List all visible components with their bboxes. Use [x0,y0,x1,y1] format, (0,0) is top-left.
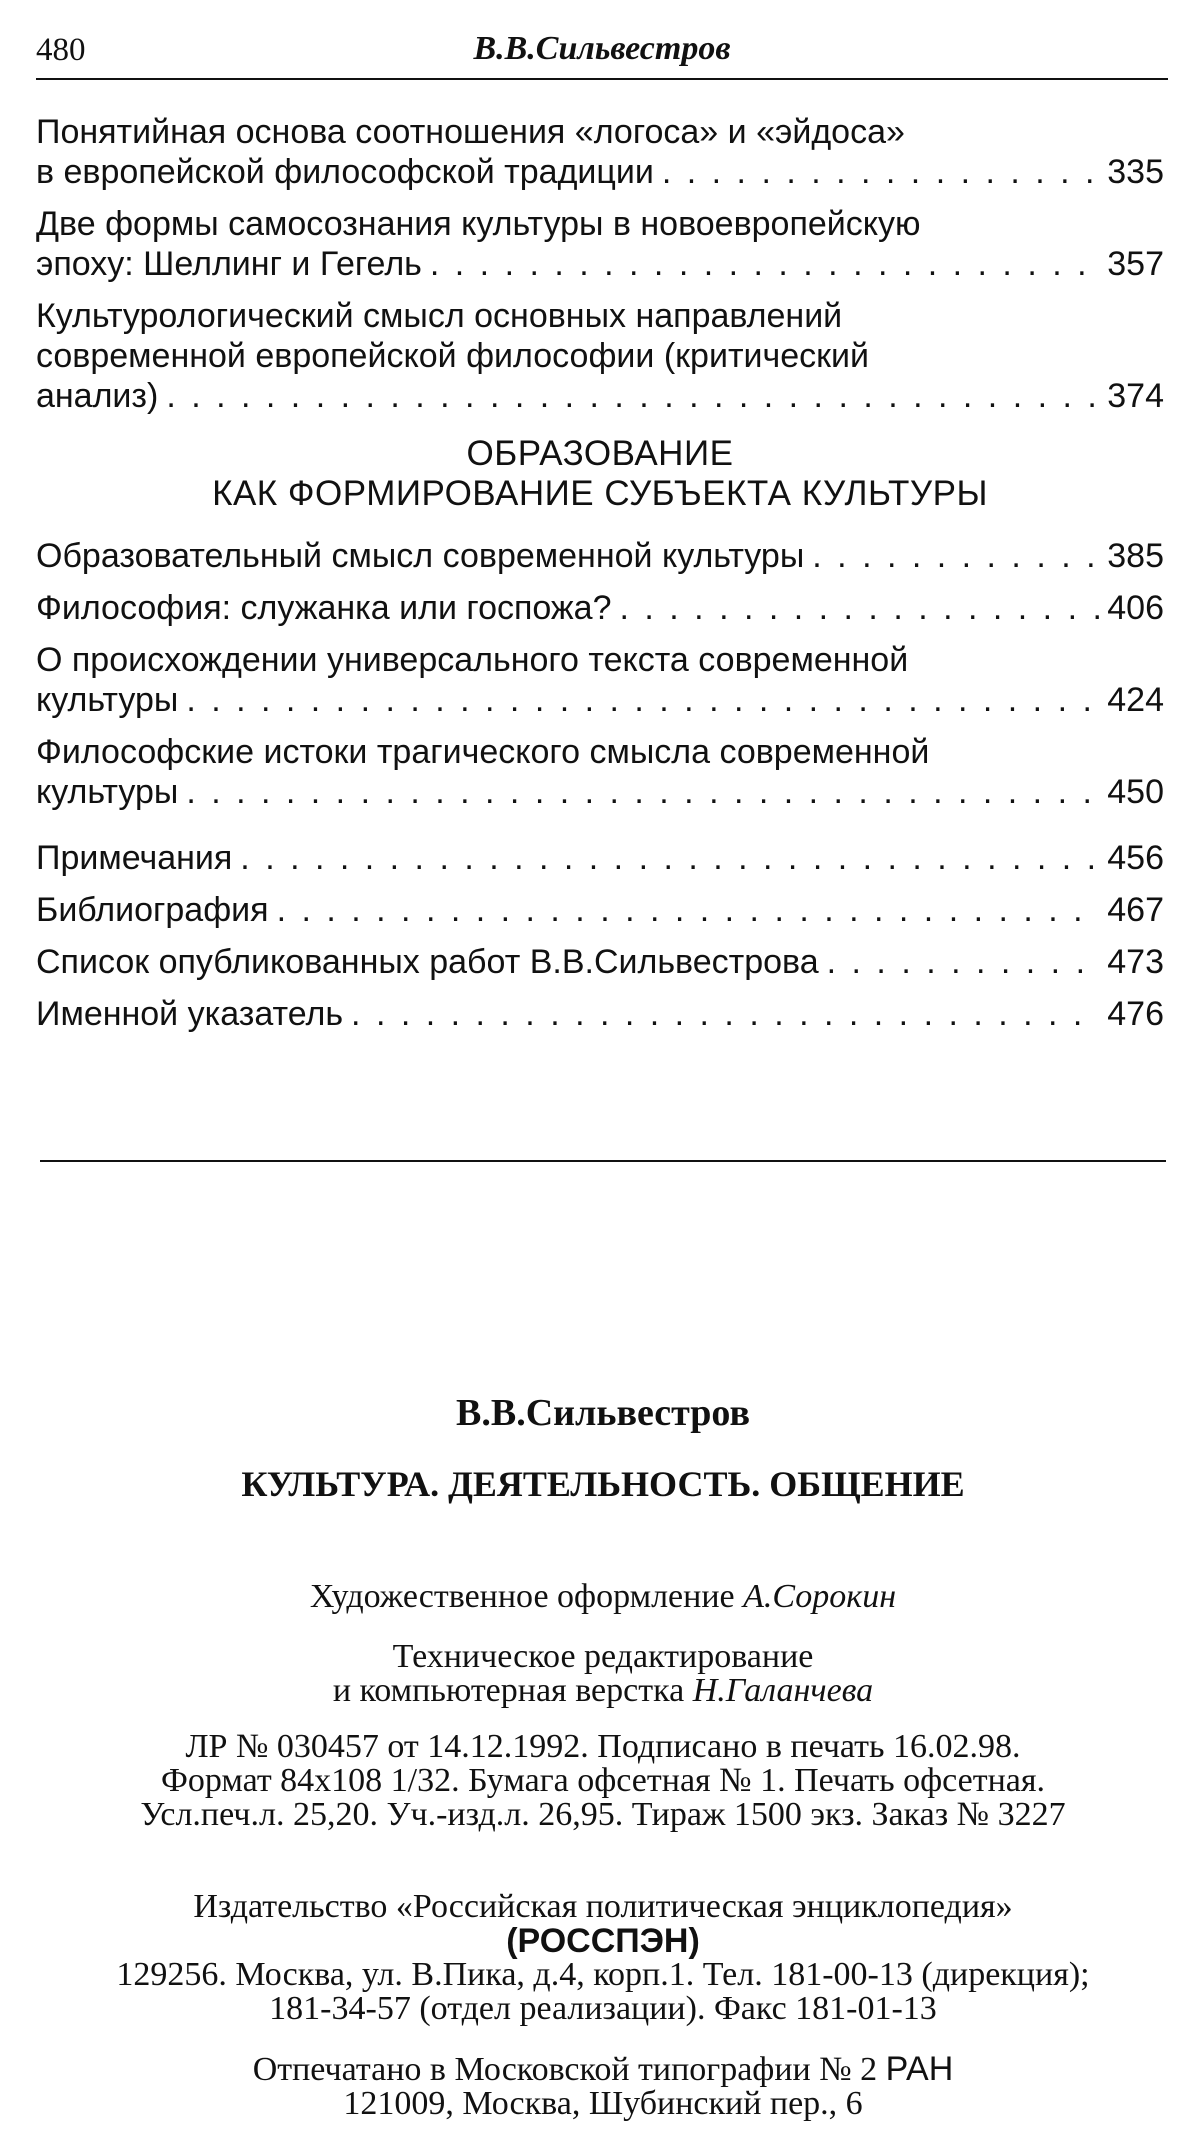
dot-leader [351,994,1099,1034]
toc-entry [36,112,1164,192]
dot-leader [186,772,1099,812]
toc-entry [36,942,1164,982]
running-title: В.В.Сильвестров [473,30,731,67]
imprint [40,1390,1166,2121]
toc-entry-last-line [36,152,1164,192]
section-heading-line-2: КАК ФОРМИРОВАНИЕ СУБЪЕКТА КУЛЬТУРЫ [212,474,988,513]
toc-entry-title-line: Примечания [36,839,233,877]
toc-entry [36,994,1164,1034]
toc-page-number: 473 [1107,943,1164,981]
toc-page-number: 424 [1107,681,1164,719]
toc-entry-title-line: Философия: служанка или госпожа? [36,589,612,627]
toc-entry-last-line [36,244,1164,284]
dot-leader [166,376,1099,416]
toc-entry-title-line: Две формы самосознания культуры в новоевропейскую [36,205,921,243]
toc-entry [36,732,1164,812]
dot-leader [662,152,1099,192]
address-line-2: 181-34-57 (отдел реализации). Факс 181-01-13 [269,1990,937,2027]
toc-entry-title-line: Философские истоки трагического смысла современной [36,733,930,771]
toc-group-3 [36,838,1164,1034]
format-line: Формат 84x108 1/32. Бумага офсетная № 1. Печать офсетная. [160,1762,1046,1799]
toc-entry-last-line [36,772,1164,812]
design-name: А.Сорокин [743,1578,897,1615]
toc-entry-title-line: современной европейской философии (критический [36,337,869,375]
toc-entry [36,640,1164,720]
printer-line-1 [40,2052,1166,2087]
address-line-1: 129256. Москва, ул. В.Пика, д.4, корп.1. Тел. 181-00-13 (дирекция); [116,1956,1090,1993]
toc-entry-title-line: культуры [36,681,179,719]
design-credit [40,1580,1166,1614]
license-line: ЛР № 030457 от 14.12.1992. Подписано в печать 16.02.98. [185,1728,1021,1765]
toc-entry-last-line [36,536,1164,576]
toc-entry-last-line [36,890,1164,930]
toc-page-number: 335 [1107,153,1164,191]
page-number: 480 [36,32,86,68]
tech-credit-line-2 [40,1674,1166,1708]
toc-entry-last-line [36,588,1164,628]
imprint-book-title: КУЛЬТУРА. ДЕЯТЕЛЬНОСТЬ. ОБЩЕНИЕ [241,1464,965,1504]
toc-entry-last-line [36,942,1164,982]
toc-entry-last-line [36,376,1164,416]
toc-entry-title-line: анализ) [36,377,159,415]
dot-leader [240,838,1099,878]
volume-line: Усл.печ.л. 25,20. Уч.-изд.л. 26,95. Тираж 1500 экз. Заказ № 3227 [140,1796,1066,1833]
printer-block [40,2052,1166,2121]
toc-entry-title-line: Именной указатель [36,995,344,1033]
tech-label-1: Техническое редактирование [392,1638,814,1675]
toc-page-number: 357 [1107,245,1164,283]
toc-entry [36,204,1164,284]
toc-page-number: 476 [1107,995,1164,1033]
toc-entry-title-line: в европейской философской традиции [36,153,654,191]
dot-leader [186,680,1099,720]
publisher-block [40,1890,1166,2026]
toc-entry-title-line: Культурологический смысл основных направлений [36,297,843,335]
tech-name: Н.Галанчева [692,1672,874,1709]
toc-page-number: 374 [1107,377,1164,415]
dot-leader [277,890,1100,930]
print-details [40,1730,1166,1832]
toc-gap [36,824,1164,838]
toc-entry-title-line: О происхождении универсального текста современной [36,641,909,679]
toc-entry-last-line [36,680,1164,720]
printer-address: 121009, Москва, Шубинский пер., 6 [343,2085,863,2122]
toc-entry [36,890,1164,930]
toc-page-number: 406 [1107,589,1164,627]
toc-group-2 [36,536,1164,812]
dot-leader [430,244,1099,284]
dot-leader [827,942,1100,982]
publisher-abbr: (РОССПЭН) [506,1922,700,1960]
toc-entry-title-line: Библиография [36,891,269,929]
toc-page-number: 385 [1107,537,1164,575]
separator-rule [40,1160,1166,1162]
toc-entry-title-line: Список опубликованных работ В.В.Сильвестрова [36,943,819,981]
imprint-author: В.В.Сильвестров [456,1392,750,1434]
toc-entry-last-line [36,838,1164,878]
toc-entry-title-line: культуры [36,773,179,811]
printer-text: Отпечатано в Московской типографии № 2 [252,2051,878,2088]
toc-entry-title-line: Образовательный смысл современной культуры [36,537,805,575]
toc-entry-last-line [36,994,1164,1034]
dot-leader [620,588,1100,628]
dot-leader [812,536,1099,576]
toc-entry [36,296,1164,416]
toc-entry [36,536,1164,576]
table-of-contents [36,112,1164,1046]
publisher-name: Издательство «Российская политическая энциклопедия» [193,1888,1013,1925]
toc-page-number: 450 [1107,773,1164,811]
design-label: Художественное оформление [309,1578,735,1615]
toc-entry-title-line: Понятийная основа соотношения «логоса» и «эйдоса» [36,113,905,151]
printer-ran: РАН [885,2050,954,2088]
toc-entry [36,588,1164,628]
toc-section-heading [36,434,1164,514]
toc-entry-title-line: эпоху: Шеллинг и Гегель [36,245,422,283]
tech-label-2: и компьютерная верстка [332,1672,685,1709]
tech-credit [40,1640,1166,1708]
section-heading-line-1: ОБРАЗОВАНИЕ [466,434,734,473]
toc-group-1 [36,112,1164,416]
toc-page-number: 456 [1107,839,1164,877]
running-header [36,28,1168,80]
toc-entry [36,838,1164,878]
toc-page-number: 467 [1107,891,1164,929]
